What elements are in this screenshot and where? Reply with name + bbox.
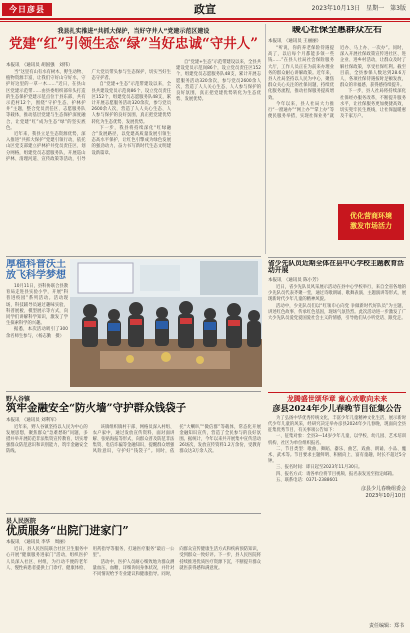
science-article — [6, 259, 68, 389]
masthead-rule-thin — [0, 21, 410, 22]
divider — [6, 513, 261, 514]
gala-paragraph: 为了弘扬中华优秀传统文化，丰富少年儿童精神文化生活，展示新时代少年儿童的风采，经研究决定举办彦县2024年少儿春晚，现面向全县征集优秀节目，有关事项公告如下： — [268, 415, 406, 434]
lead-headline: 党建“红”引领生态“绿”当好忠诚“守井人” — [8, 36, 259, 52]
divider — [6, 391, 261, 392]
science-paragraph: 10月11日，县科协联合县教育局走进县实验小学，开展“科普进校园”系列活动。活动现场，科技辅导员通过趣味实验、科普展板、模型展示等方式，向同学们讲解科学知识，激发了学生探索科学的兴趣。 — [6, 284, 68, 327]
social-headline: 暖心社保全惠群众左右 — [291, 26, 382, 35]
classroom-photo — [70, 259, 262, 387]
gala-body — [268, 416, 406, 484]
gala-subhead: 彦县2024年少儿春晚节目征集公告 — [272, 402, 402, 413]
social-byline: 本报讯 （通讯员 王丽丽） — [268, 38, 322, 44]
lead-paragraph: 自“党建+生态”示范带建设以来，全县共建设党员示范岗86个，设立党员责任区152个，组建党员志愿服务队48支，累计开展志愿服务活动320余次，参与党员2600余人次，营造了人人关心生态、人人参与保护的良好氛围，真正把党建优势转化为生态优势、发展优势。 — [176, 60, 261, 103]
gala-signature — [268, 486, 406, 500]
gala-paragraph: 一、征集对象：全县3—14岁少年儿童，以学校、幼儿园、艺术培训机构、社区为单位组织报名。 — [268, 434, 406, 446]
masthead-rule — [0, 18, 410, 20]
hospital-body — [6, 547, 261, 629]
gala-paragraph: 二、节目类型：歌曲、舞蹈、器乐、曲艺、戏曲、朗诵、小品、魔术、武术等。节目要求主题鲜明、积极向上、富有童趣，时长不超过5分钟。 — [268, 446, 406, 465]
pioneer-paragraph: 近日，省少先队员风采展示活动在县中心学校举行，来自全省各地的少先队员代表齐聚一堂，通过诗歌朗诵、歌舞表演、主题演讲等形式，展现新时代少年儿童的精神风貌。 — [268, 284, 406, 303]
social-paragraph: 今年以来，县人社局大力推行“一窗通办”“网上办”“掌上办”等便民服务举措，实现社保业务“就近办、马上办、一次办”。同时，深入开展社保政策宣传进社区、进企业、进乡村活动，让群众及时了解社保政策，享受社保红利。截至目前，全县参保人数达到28.6万人，各项社保待遇按时足额发放，群众的幸福感、获得感持续提升。 — [268, 45, 406, 120]
hospital-headline: 优质服务“出院门进家门” — [6, 524, 129, 537]
social-paragraph: 下一步，县人社局将持续深化社保经办服务改革，不断提升服务水平，让社保服务更加便捷高效，切实兜牢民生底线，让社保温暖惠及千家万户。 — [340, 89, 406, 120]
lead-article — [6, 26, 261, 256]
lead-paragraph: 下一步，我县将持续深化“红绿融合”发展路径，以党建高质量发展引领生态高水平保护，让红色引擎成为绿色发展的强劲动力，奋力书写新时代生态文明建设新篇章。 — [91, 125, 171, 156]
lead-body-col3 — [176, 60, 261, 103]
social-paragraph: “听说，你的养老保险待遇提高了，以后每个月都能多领一些钱……”在县人社局社会保险服务大厅，工作人员正在为前来办理业务的群众耐心讲解政策。近年来，县人社局坚持以人民为中心，聚焦群众关心关注的社保问题，持续优化服务流程，推动社保服务提质增效。 — [268, 45, 334, 101]
finance-kicker: 野人谷镇 — [6, 396, 31, 403]
science-body — [6, 284, 68, 340]
science-headline: 厚植科普沃土 放飞科学梦想 — [6, 259, 66, 281]
lead-paragraph: 当“这里有山有水有树木，野生动物、植物资源丰富，让我们守好山守好水，守护好这里的一草一木……”近日，在县山区党建示范带……由县委组织部牵头打造的生态保护党建示范点位于县东部，共有示范村12个，围绕“守护生态、护林护井”主题，整合党员责任区、志愿服务队等载体，推动基层党建与生态保护深度融合，让党建“红”成为生态“绿”的坚实底色。 — [6, 70, 86, 131]
footer-editor: 责任编辑：郑书 — [368, 623, 404, 629]
lead-paragraph: 自“党建+生态”示范带建设以来，全县共建设党员示范岗86个，设立党员责任区152个，组建党员志愿服务队48支，累计开展志愿服务活动320余次，参与党员2600余人次，营造了人人关心生态、人人参与保护的良好氛围，真正把党建优势转化为生态优势、发展优势。 — [91, 82, 171, 125]
lead-body-right — [176, 60, 261, 256]
pioneer-headline: 省少先队员近期全体在县中心学校主题教育活动开展 — [268, 260, 404, 275]
finance-paragraph: 该镇组织镇村干部、网格员深入村组、农户家中，通过发放宣传资料、面对面讲解、张贴海报等形式，向群众普及防范非法集资、电信诈骗等金融知识，提醒群众增强风险意识，守护好“钱袋子”。同时，依托“大喇叭”“微信群”等载体，常态化开展金融知识宣传，营造了全民参与的良好氛围。据统计，今年以来共开展集中宣传活动26场次，发放宣传资料1.2万余份，受教育群众达3万余人次。 — [92, 424, 261, 455]
pioneer-paragraph: 活动中，少先队员们以“红领巾心向党 争做新时代好队员”为主题，讲述红色故事、传承红色基因，现场气氛热烈。此次活动进一步激发了广大少先队员爱党爱国爱社会主义的情感，引导他们从小听党话、跟党走。 — [268, 303, 406, 321]
hospital-byline: 本报讯 （通讯员 李华 周丽） — [6, 540, 69, 546]
pioneer-body — [268, 285, 406, 322]
pioneer-article — [268, 260, 406, 390]
newspaper-logo: 今日彦县 — [2, 3, 52, 16]
gala-organizer: 彦县少儿春晚组委会 — [360, 485, 406, 492]
page-footer — [369, 623, 404, 630]
gala-date: 2023年10月10日 — [365, 492, 406, 499]
science-paragraph: 据悉，本次活动吸引了300余名师生参与，（杨志勤 摄） — [6, 327, 68, 339]
issue-dateline: 2023年10月13日 星期一 第3版 — [311, 5, 406, 12]
lead-body-wrap — [6, 60, 171, 256]
divider — [268, 392, 406, 393]
finance-article — [6, 394, 261, 512]
finance-body — [6, 425, 261, 505]
hospital-kicker: 县人民医院 — [6, 518, 37, 525]
gala-paragraph: 三、报名时间：即日起至2023年11月30日。 — [276, 465, 363, 471]
finance-paragraph: 近年来，野人谷镇坚持以人民为中心的发展思想，聚焦群众“急难愁盼”问题，多措并举开展防范非法集资宣传教育，切实增强群众防范意识和识别能力，筑牢金融安全防线。 — [6, 424, 88, 455]
hospital-article — [6, 516, 261, 630]
gala-notice — [268, 395, 406, 630]
finance-byline: 本报讯 （通讯员 刘利军） — [6, 417, 60, 423]
column-divider — [265, 24, 266, 254]
section-title: 政宣 — [194, 3, 216, 16]
hospital-paragraph: 近日，县人民医院联合社区卫生服务中心开展“健康服务进家门”活动，组织医护人员深入社区、村组，为行动不便的老年人、慢性病患者提供上门诊疗、健康体检、用药指导等服务，打通医疗服务“最后一公里”。 — [6, 547, 175, 571]
divider — [268, 257, 406, 258]
business-slogan-box: 优化营商环境 激发市场活力 — [338, 204, 404, 240]
divider — [6, 256, 261, 257]
gala-headline: 龙腾盛世颂华章 童心欢歌向未来 — [286, 395, 388, 403]
lead-kicker: 我县扎实推进“共抓大保护，当好守井人”党建示范区建设 — [57, 28, 210, 35]
lead-byline: 本报讯 （通讯员 胡国强 刘伟） — [6, 63, 73, 68]
gala-paragraph: 四、报名方式：请各单位将节目视频、报名表发送至指定邮箱。 — [276, 471, 397, 477]
pioneer-byline: 本报讯 （通讯员 陈小芳） — [268, 277, 322, 283]
lead-paragraph: 近年来，我县立足生态资源优势，深入推进“共抓大保护”党建引领行动，依托山区党支部建立护林护井党员责任区、划分网格，组建党员志愿服务队，开展巡山护林、清理河道、宣传政策等活动，引导广大党员带头参与生态保护，切实当好生态守护者。 — [6, 70, 171, 162]
science-photo — [70, 259, 262, 387]
hospital-paragraph: 活动中，医护人员耐心细致地为群众测量血压、血糖，详细询问身体状况，并针对不同情况给予专业建议和健康指导。同时，向群众宣传健康生活方式和疾病预防知识，受到群众一致好评。下一步，县人民医院将持续推进优质医疗资源下沉，不断提升群众就医获得感和满意度。 — [92, 547, 261, 577]
finance-headline: 筑牢金融安全“防火墙”守护群众钱袋子 — [6, 402, 187, 414]
lead-body — [6, 70, 171, 256]
gala-paragraph: 五、联系电话：0371-2388601 — [276, 477, 338, 483]
